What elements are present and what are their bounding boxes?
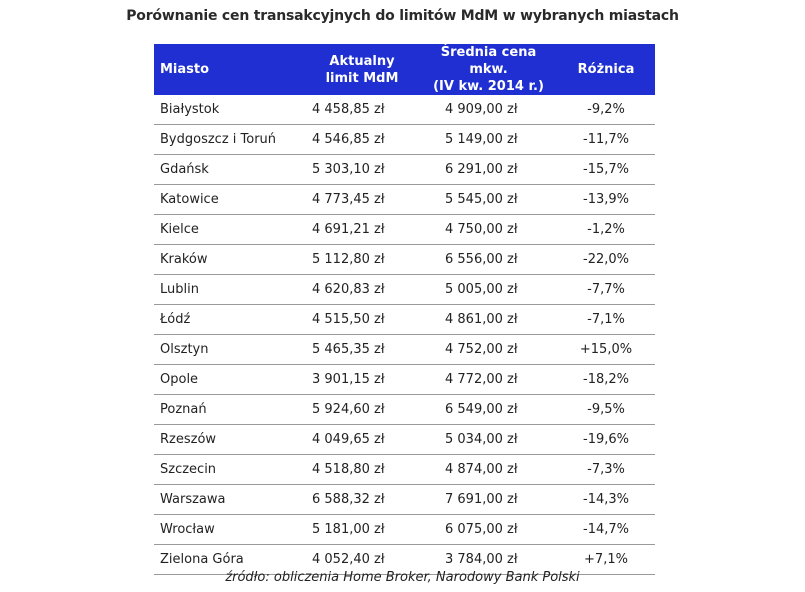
cell-limit: 5 303,10 zł xyxy=(304,155,420,185)
table-row xyxy=(154,305,655,335)
cell-average-price: 4 909,00 zł xyxy=(420,95,557,125)
cell-limit: 4 691,21 zł xyxy=(304,215,420,245)
table-row xyxy=(154,335,655,365)
table-row xyxy=(154,365,655,395)
table-body xyxy=(154,95,655,575)
cell-difference: -14,3% xyxy=(557,485,655,515)
cell-average-price: 4 772,00 zł xyxy=(420,365,557,395)
cell-difference: +15,0% xyxy=(557,335,655,365)
table-row xyxy=(154,425,655,455)
table-header-row xyxy=(154,44,655,95)
table-row xyxy=(154,485,655,515)
cell-limit: 5 924,60 zł xyxy=(304,395,420,425)
cell-average-price: 6 291,00 zł xyxy=(420,155,557,185)
cell-difference: -14,7% xyxy=(557,515,655,545)
table-row xyxy=(154,215,655,245)
cell-average-price: 7 691,00 zł xyxy=(420,485,557,515)
cell-limit: 4 049,65 zł xyxy=(304,425,420,455)
cell-average-price: 6 556,00 zł xyxy=(420,245,557,275)
cell-limit: 4 515,50 zł xyxy=(304,305,420,335)
cell-city: Katowice xyxy=(154,185,304,215)
cell-difference: -1,2% xyxy=(557,215,655,245)
cell-city: Rzeszów xyxy=(154,425,304,455)
cell-average-price: 3 784,00 zł xyxy=(420,545,557,575)
cell-city: Białystok xyxy=(154,95,304,125)
table-row xyxy=(154,185,655,215)
cell-city: Opole xyxy=(154,365,304,395)
cell-difference: -7,7% xyxy=(557,275,655,305)
table-row xyxy=(154,455,655,485)
cell-difference: -15,7% xyxy=(557,155,655,185)
cell-average-price: 4 750,00 zł xyxy=(420,215,557,245)
header-city: Miasto xyxy=(154,44,304,95)
header-limit xyxy=(304,44,420,95)
cell-average-price: 5 545,00 zł xyxy=(420,185,557,215)
table-row xyxy=(154,95,655,125)
cell-city: Bydgoszcz i Toruń xyxy=(154,125,304,155)
table-title: Porównanie cen transakcyjnych do limitów MdM w wybranych miastach xyxy=(126,8,679,24)
price-comparison-table xyxy=(154,44,655,575)
cell-city: Kraków xyxy=(154,245,304,275)
table-row xyxy=(154,155,655,185)
header-limit-line2: limit MdM xyxy=(325,70,399,86)
cell-average-price: 6 549,00 zł xyxy=(420,395,557,425)
cell-limit: 4 458,85 zł xyxy=(304,95,420,125)
cell-difference: -22,0% xyxy=(557,245,655,275)
cell-limit: 5 465,35 zł xyxy=(304,335,420,365)
cell-difference: -19,6% xyxy=(557,425,655,455)
cell-limit: 4 773,45 zł xyxy=(304,185,420,215)
cell-limit: 5 112,80 zł xyxy=(304,245,420,275)
cell-average-price: 5 034,00 zł xyxy=(420,425,557,455)
table-row xyxy=(154,245,655,275)
header-average-price xyxy=(420,44,557,95)
cell-difference: -11,7% xyxy=(557,125,655,155)
cell-city: Wrocław xyxy=(154,515,304,545)
cell-city: Lublin xyxy=(154,275,304,305)
table-row xyxy=(154,125,655,155)
header-average-line1: Średnia cena mkw. xyxy=(440,45,537,77)
cell-limit: 4 546,85 zł xyxy=(304,125,420,155)
table-row xyxy=(154,395,655,425)
cell-average-price: 5 149,00 zł xyxy=(420,125,557,155)
cell-city: Olsztyn xyxy=(154,335,304,365)
cell-average-price: 4 752,00 zł xyxy=(420,335,557,365)
cell-city: Łódź xyxy=(154,305,304,335)
cell-difference: -7,3% xyxy=(557,455,655,485)
source-note: źródło: obliczenia Home Broker, Narodowy Bank Polski xyxy=(225,570,580,585)
cell-city: Gdańsk xyxy=(154,155,304,185)
table-row xyxy=(154,275,655,305)
cell-average-price: 5 005,00 zł xyxy=(420,275,557,305)
cell-difference: -13,9% xyxy=(557,185,655,215)
cell-city: Szczecin xyxy=(154,455,304,485)
cell-difference: -9,5% xyxy=(557,395,655,425)
table-row xyxy=(154,515,655,545)
cell-city: Kielce xyxy=(154,215,304,245)
cell-difference: -9,2% xyxy=(557,95,655,125)
header-difference: Różnica xyxy=(557,44,655,95)
cell-difference: +7,1% xyxy=(557,545,655,575)
cell-average-price: 4 861,00 zł xyxy=(420,305,557,335)
cell-limit: 4 518,80 zł xyxy=(304,455,420,485)
header-limit-line1: Aktualny xyxy=(329,53,395,69)
cell-limit: 3 901,15 zł xyxy=(304,365,420,395)
cell-average-price: 4 874,00 zł xyxy=(420,455,557,485)
cell-difference: -18,2% xyxy=(557,365,655,395)
cell-difference: -7,1% xyxy=(557,305,655,335)
cell-limit: 4 620,83 zł xyxy=(304,275,420,305)
cell-city: Warszawa xyxy=(154,485,304,515)
cell-city: Zielona Góra xyxy=(154,545,304,575)
cell-city: Poznań xyxy=(154,395,304,425)
cell-limit: 4 052,40 zł xyxy=(304,545,420,575)
cell-limit: 5 181,00 zł xyxy=(304,515,420,545)
header-average-line2: (IV kw. 2014 r.) xyxy=(433,79,544,94)
cell-average-price: 6 075,00 zł xyxy=(420,515,557,545)
cell-limit: 6 588,32 zł xyxy=(304,485,420,515)
